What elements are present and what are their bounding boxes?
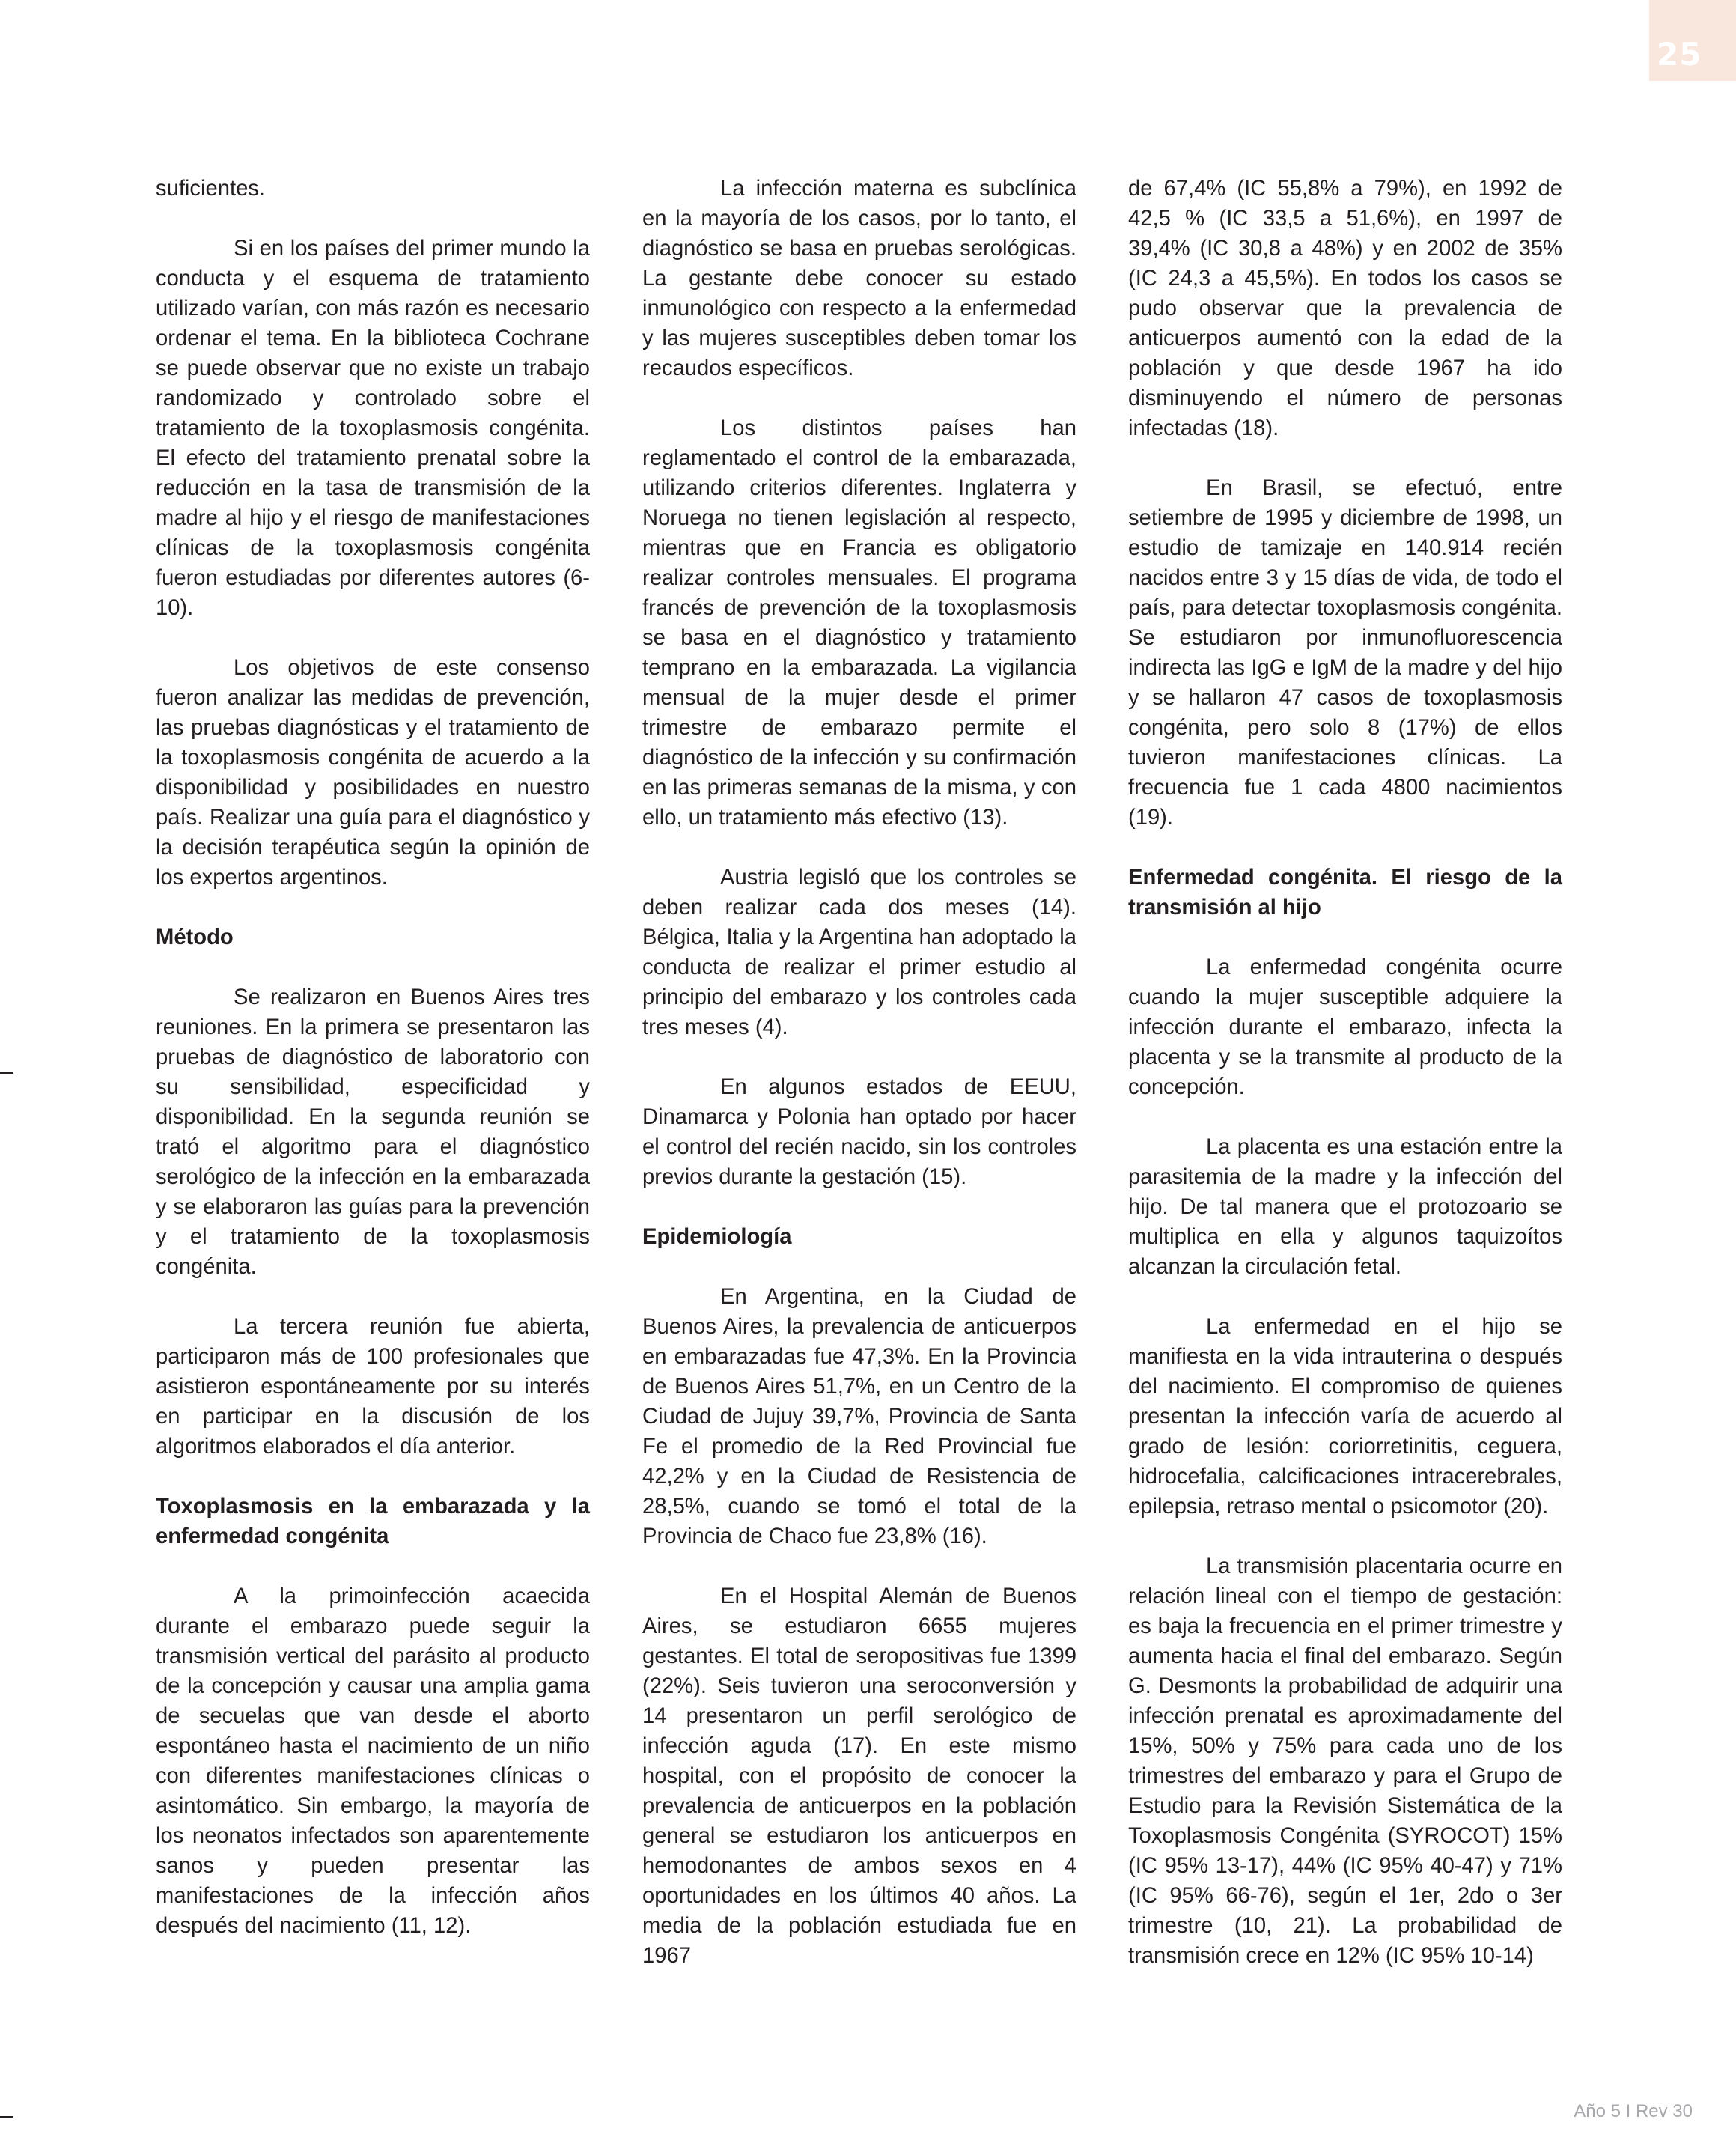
text-column-1 [156,174,590,1971]
section-heading: Método [156,925,234,949]
crop-mark [0,1072,13,1074]
footer-issue: Año 5 I Rev 30 [1574,2101,1693,2121]
body-paragraph: Si en los países del primer mundo la conducta y el esquema de tratamiento utilizado varían, con más razón es necesario ordenar el tema. En la biblioteca Cochrane se puede observar que no existe un trabajo randomizado y controlado sobre el tratamiento de la toxoplasmosis congénita. El efecto del tratamiento prenatal sobre la reducción en la tasa de transmisión de la madre al hijo y el riesgo de manifestaciones clínicas de la toxoplasmosis congénita fueron estudiadas por diferentes autores (6-10). [156,237,590,620]
body-paragraph: Los distintos países han reglamentado el control de la embarazada, utilizando criterios diferentes. Inglaterra y Noruega no tienen legislación al respecto, mientras que en Francia es obligatorio realizar controles mensuales. El programa francés de prevención de la toxoplasmosis se basa en el diagnóstico y tratamiento temprano en la embarazada. La vigilancia mensual de la mujer desde el primer trimestre de embarazo permite el diagnóstico de la infección y su confirmación en las primeras semanas de la misma, y con ello, un tratamiento más efectivo (13). [642,416,1076,830]
body-paragraph: La placenta es una estación entre la parasitemia de la madre y la infección del hijo. De tal manera que el protozoario se multiplica en ella y algunos taquizoítos alcanzan la circulación fetal. [1128,1135,1562,1279]
page-number: 25 [1657,36,1702,73]
body-paragraph: Los objetivos de este consenso fueron analizar las medidas de prevención, las pruebas diagnósticas y el tratamiento de la toxoplasmosis congénita de acuerdo a la disponibilidad y posibilidades en nuestro país. Realizar una guía para el diagnóstico y la decisión terapéutica según la opinión de los expertos argentinos. [156,656,590,890]
body-paragraph: La tercera reunión fue abierta, participaron más de 100 profesionales que asistieron espontáneamente por su interés en participar en la discusión de los algoritmos elaborados el día anterior. [156,1315,590,1459]
section-heading: Enfermedad congénita. El riesgo de la transmisión al hijo [1128,866,1562,919]
section-heading: Toxoplasmosis en la embarazada y la enfermedad congénita [156,1495,590,1548]
text-column-3 [1128,174,1562,2001]
body-paragraph: La enfermedad congénita ocurre cuando la mujer susceptible adquiere la infección durante el embarazo, infecta la placenta y se la transmite al producto de la concepción. [1128,955,1562,1099]
body-paragraph: de 67,4% (IC 55,8% a 79%), en 1992 de 42,5 % (IC 33,5 a 51,6%), en 1997 de 39,4% (IC 30,8 a 48%) y en 2002 de 35% (IC 24,3 a 45,5%). En todos los casos se pudo observar que la prevalencia de anticuerpos aumentó con la edad de la población y que desde 1967 ha ido disminuyendo el número de personas infectadas (18). [1128,177,1562,440]
body-paragraph: La enfermedad en el hijo se manifiesta en la vida intrauterina o después del nacimiento. El compromiso de quienes presentan la infección varía de acuerdo al grado de lesión: coriorretinitis, ceguera, hidrocefalia, calcificaciones intracerebrales, epilepsia, retraso mental o psicomotor (20). [1128,1315,1562,1519]
body-paragraph: En Brasil, se efectuó, entre setiembre de 1995 y diciembre de 1998, un estudio de tamizaje en 140.914 recién nacidos entre 3 y 15 días de vida, de todo el país, para detectar toxoplasmosis congénita. Se estudiaron por inmunofluorescencia indirecta las IgG e IgM de la madre y del hijo y se hallaron 47 casos de toxoplasmosis congénita, pero solo 8 (17%) de ellos tuvieron manifestaciones clínicas. La frecuencia fue 1 cada 4800 nacimientos (19). [1128,476,1562,830]
page-number-tab [1649,0,1736,81]
body-paragraph: En Argentina, en la Ciudad de Buenos Aires, la prevalencia de anticuerpos en embarazadas fue 47,3%. En la Provincia de Buenos Aires 51,7%, en un Centro de la Ciudad de Jujuy 39,7%, Provincia de Santa Fe el promedio de la Red Provincial fue 42,2% y en la Ciudad de Resistencia de 28,5%, cuando se tomó el total de la Provincia de Chaco fue 23,8% (16). [642,1285,1076,1548]
body-paragraph: suficientes. [156,177,266,201]
body-paragraph: Se realizaron en Buenos Aires tres reuniones. En la primera se presentaron las pruebas de diagnóstico de laboratorio con su sensibilidad, especificidad y disponibilidad. En la segunda reunión se trató el algoritmo para el diagnóstico serológico de la infección en la embarazada y se elaboraron las guías para la prevención y el tratamiento de la toxoplasmosis congénita. [156,985,590,1279]
text-column-2 [642,174,1076,2001]
crop-mark [0,2116,13,2118]
body-paragraph: Austria legisló que los controles se deben realizar cada dos meses (14). Bélgica, Italia y la Argentina han adoptado la conducta de realizar el primer estudio al principio del embarazo y los controles cada tres meses (4). [642,866,1076,1039]
body-paragraph: En el Hospital Alemán de Buenos Aires, se estudiaron 6655 mujeres gestantes. El total de seropositivas fue 1399 (22%). Seis tuvieron una seroconversión y 14 presentaron un perfil serológico de infección aguda (17). En este mismo hospital, con el propósito de conocer la prevalencia de anticuerpos en la población general se estudiaron los anticuerpos en hemodonantes de ambos sexos en 4 oportunidades en los últimos 40 años. La media de la población estudiada fue en 1967 [642,1584,1076,1968]
body-paragraph: La transmisión placentaria ocurre en relación lineal con el tiempo de gestación: es baja la frecuencia en el primer trimestre y aumenta hacia el final del embarazo. Según G. Desmonts la probabilidad de adquirir una infección prenatal es aproximadamente del 15%, 50% y 75% para cada uno de los trimestres del embarazo y para el Grupo de Estudio para la Revisión Sistemática de la Toxoplasmosis Congénita (SYROCOT) 15% (IC 95% 13-17), 44% (IC 95% 40-47) y 71% (IC 95% 66-76), según el 1er, 2do o 3er trimestre (10, 21). La probabilidad de transmisión crece en 12% (IC 95% 10-14) [1128,1554,1562,1968]
body-paragraph: A la primoinfección acaecida durante el embarazo puede seguir la transmisión vertical del parásito al producto de la concepción y causar una amplia gama de secuelas que van desde el aborto espontáneo hasta el nacimiento de un niño con diferentes manifestaciones clínicas o asintomático. Sin embargo, la mayoría de los neonatos infectados son aparentemente sanos y pueden presentar las manifestaciones de la infección años después del nacimiento (11, 12). [156,1584,590,1938]
body-paragraph: En algunos estados de EEUU, Dinamarca y Polonia han optado por hacer el control del recién nacido, sin los controles previos durante la gestación (15). [642,1075,1076,1189]
body-paragraph: La infección materna es subclínica en la mayoría de los casos, por lo tanto, el diagnóstico se basa en pruebas serológicas. La gestante debe conocer su estado inmunológico con respecto a la enfermedad y las mujeres susceptibles deben tomar los recaudos específicos. [642,177,1076,380]
section-heading: Epidemiología [642,1225,792,1249]
